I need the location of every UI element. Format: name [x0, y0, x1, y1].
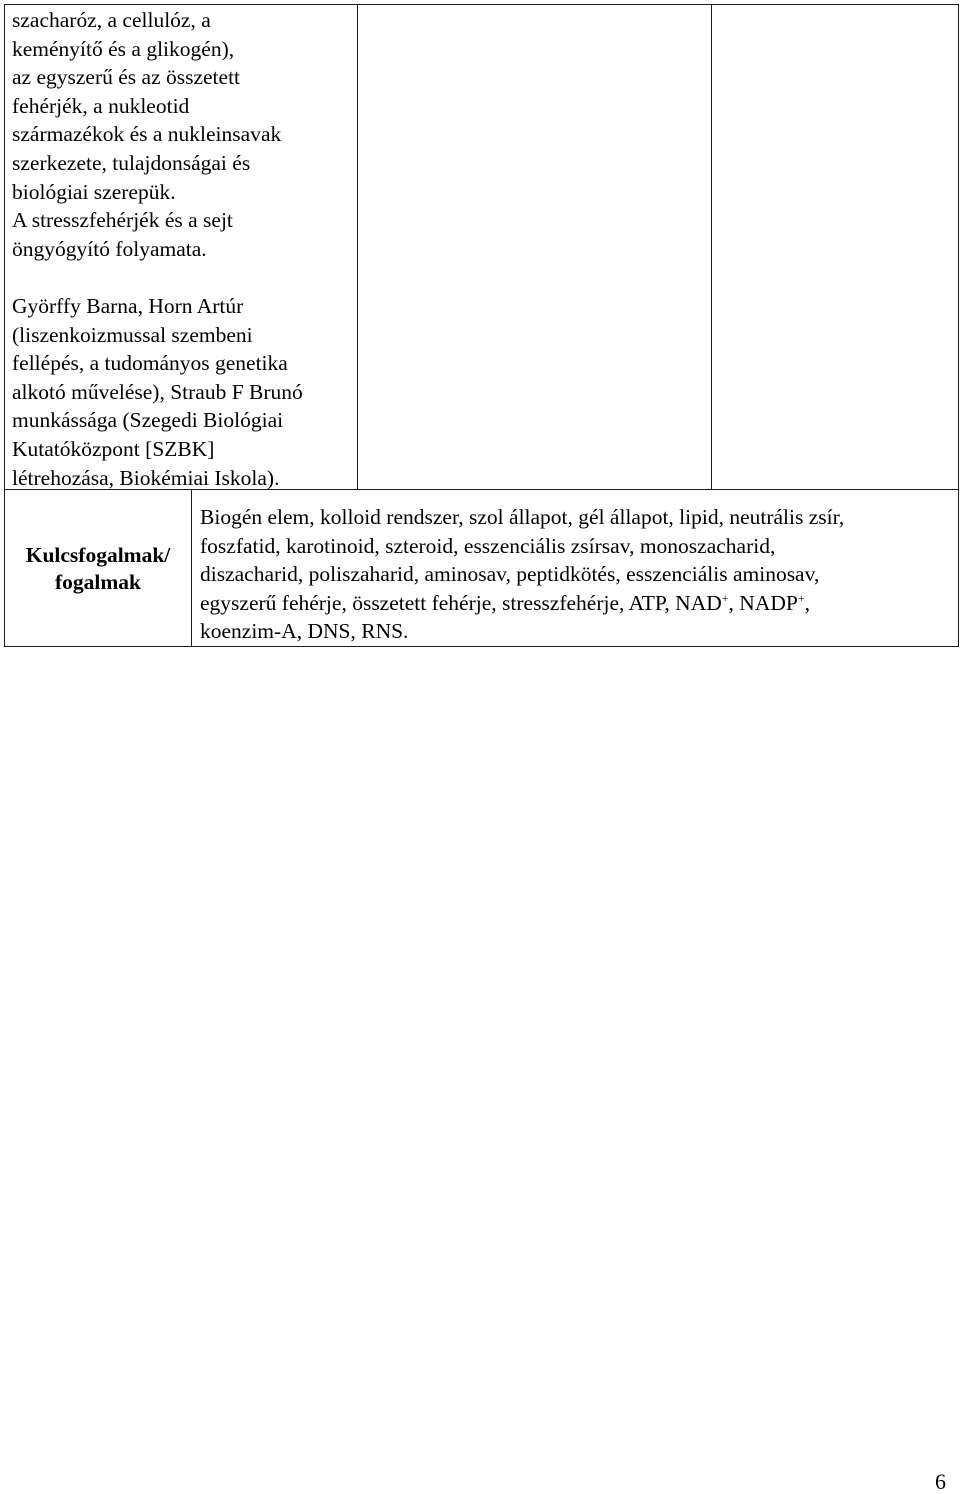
topic-cell — [12, 6, 354, 492]
keywords-line: Biogén elem, kolloid rendszer, szol állapot, gél állapot, lipid, neutrális zsír, — [200, 505, 845, 529]
keywords-line4-b: , NADP — [728, 590, 798, 615]
page-number: 6 — [935, 1469, 946, 1494]
keywords-line: foszfatid, karotinoid, szteroid, esszenciális zsírsav, monoszacharid, — [200, 533, 776, 558]
topic-line: fehérjék, a nukleotid — [12, 93, 190, 118]
keywords-line: koenzim-A, DNS, RNS. — [200, 619, 409, 644]
keywords-line — [200, 589, 955, 618]
topic-line: biológiai szerepük. — [12, 179, 176, 204]
column-divider-2 — [711, 4, 712, 490]
empty-cell-2 — [359, 6, 709, 488]
topic-line: származékok és a nukleinsavak — [12, 122, 282, 147]
topic-line: keményítő és a glikogén), — [12, 36, 235, 61]
topic-line: munkássága (Szegedi Biológiai — [12, 408, 284, 433]
keywords-label-line2: fogalmak — [55, 570, 141, 594]
topic-line: szacharóz, a cellulóz, a — [12, 8, 211, 32]
keywords-line: diszacharid, poliszaharid, aminosav, peptidkötés, esszenciális aminosav, — [200, 562, 820, 587]
keywords-label — [6, 542, 190, 596]
topic-line: (liszenkoizmussal szembeni — [12, 322, 253, 347]
topic-line: létrehozása, Biokémiai Iskola). — [12, 465, 280, 490]
topic-line: Györffy Barna, Horn Artúr — [12, 293, 244, 318]
topic-line: szerkezete, tulajdonságai és — [12, 150, 251, 175]
topic-line: fellépés, a tudományos genetika — [12, 351, 288, 376]
topic-line: A stresszfehérjék és a sejt — [12, 208, 233, 233]
superscript-plus: + — [721, 590, 729, 605]
label-divider — [191, 489, 192, 647]
keywords-label-line1: Kulcsfogalmak/ — [25, 543, 171, 567]
column-divider-1 — [357, 4, 358, 490]
topic-line: öngyógyító folyamata. — [12, 236, 207, 261]
topic-line: Kutatóközpont [SZBK] — [12, 436, 215, 461]
topic-line: az egyszerű és az összetett — [12, 65, 241, 90]
keywords-line4-a: egyszerű fehérje, összetett fehérje, stresszfehérje, ATP, NAD — [200, 590, 722, 615]
keywords-line4-c: , — [804, 590, 810, 615]
superscript-plus: + — [797, 590, 805, 605]
empty-cell-3 — [713, 6, 957, 488]
keywords-text — [200, 503, 955, 646]
topic-line: alkotó művelése), Straub F Brunó — [12, 379, 303, 404]
